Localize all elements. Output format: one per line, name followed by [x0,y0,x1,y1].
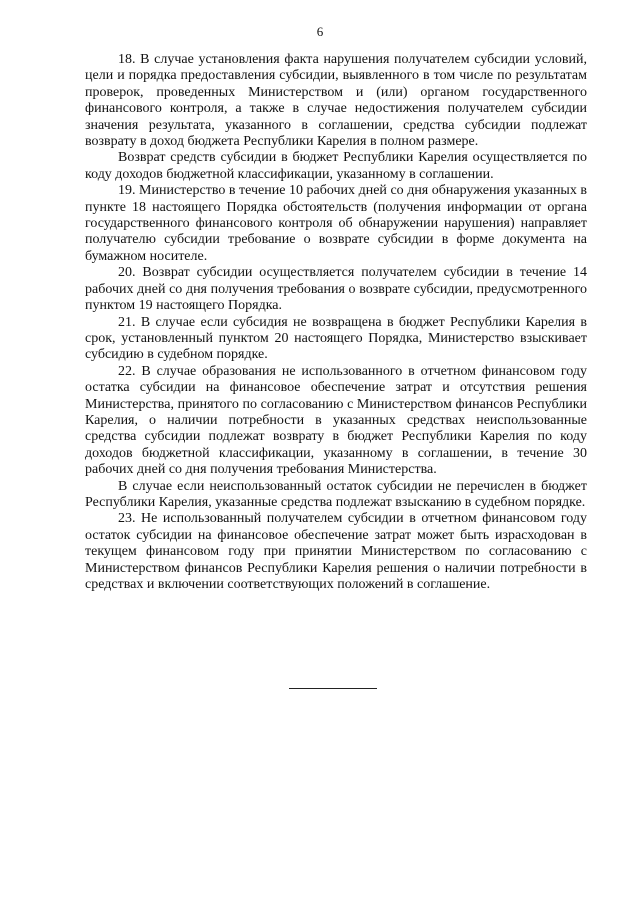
page-number: 6 [316,24,324,39]
paragraph-19: 19. Министерство в течение 10 рабочих дней со дня обнаружения указанных в пункте 18 настоящего Порядка обстоятельств (получения информации от органа государственного финансового контроля об обнаружении нарушения) направляет получателю субсидии требование о возврате субсидии в форме документа на бумажном носителе. [85,183,587,264]
paragraph-21: 21. В случае если субсидия не возвращена в бюджет Республики Карелия в срок, установленный пунктом 20 настоящего Порядка, Министерство взыскивает субсидию в судебном порядке. [85,314,587,363]
document-body [85,52,587,593]
paragraph-23: 23. Не использованный получателем субсидии в отчетном финансовом году остаток субсидии на финансовое обеспечение затрат может быть израсходован в текущем финансовом году при принятии Министерством по согласованию с Министерством финансов Республики Карелия решения о наличии потребности в средствах и включении соответствующих положений в соглашение. [85,511,587,592]
paragraph-18: 18. В случае установления факта нарушения получателем субсидии условий, цели и порядка предоставления субсидии, выявленного в том числе по результатам проверок, проведенных Министерством и (или) органом государственного финансового контроля, а также в случае недостижения получателем субсидии значения результата, указанного в соглашении, средства субсидии подлежат возврату в доход бюджета Республики Карелия в полном размере. [85,52,587,150]
paragraph-22-court-recovery: В случае если неиспользованный остаток субсидии не перечислен в бюджет Республики Карелия, указанные средства подлежат взысканию в судебном порядке. [85,478,587,510]
paragraph-22: 22. В случае образования не использованного в отчетном финансовом году остатка субсидии на финансовое обеспечение затрат и отсутствия решения Министерства, принятого по согласованию с Министерством финансов Республики Карелия, о наличии потребности в указанных средствах неиспользованные средства субсидии подлежат возврату в бюджет Республики Карелия по коду доходов бюджетной классификации, указанному в соглашении, в течение 30 рабочих дней со дня получения требования Министерства. [85,363,587,478]
paragraph-18-return-code: Возврат средств субсидии в бюджет Республики Карелия осуществляется по коду доходов бюджетной классификации, указанному в соглашении. [85,150,587,182]
end-of-text-rule [289,688,377,689]
paragraph-20: 20. Возврат субсидии осуществляется получателем субсидии в течение 14 рабочих дней со дня получения требования о возврате субсидии, предусмотренного пунктом 19 настоящего Порядка. [85,265,587,314]
